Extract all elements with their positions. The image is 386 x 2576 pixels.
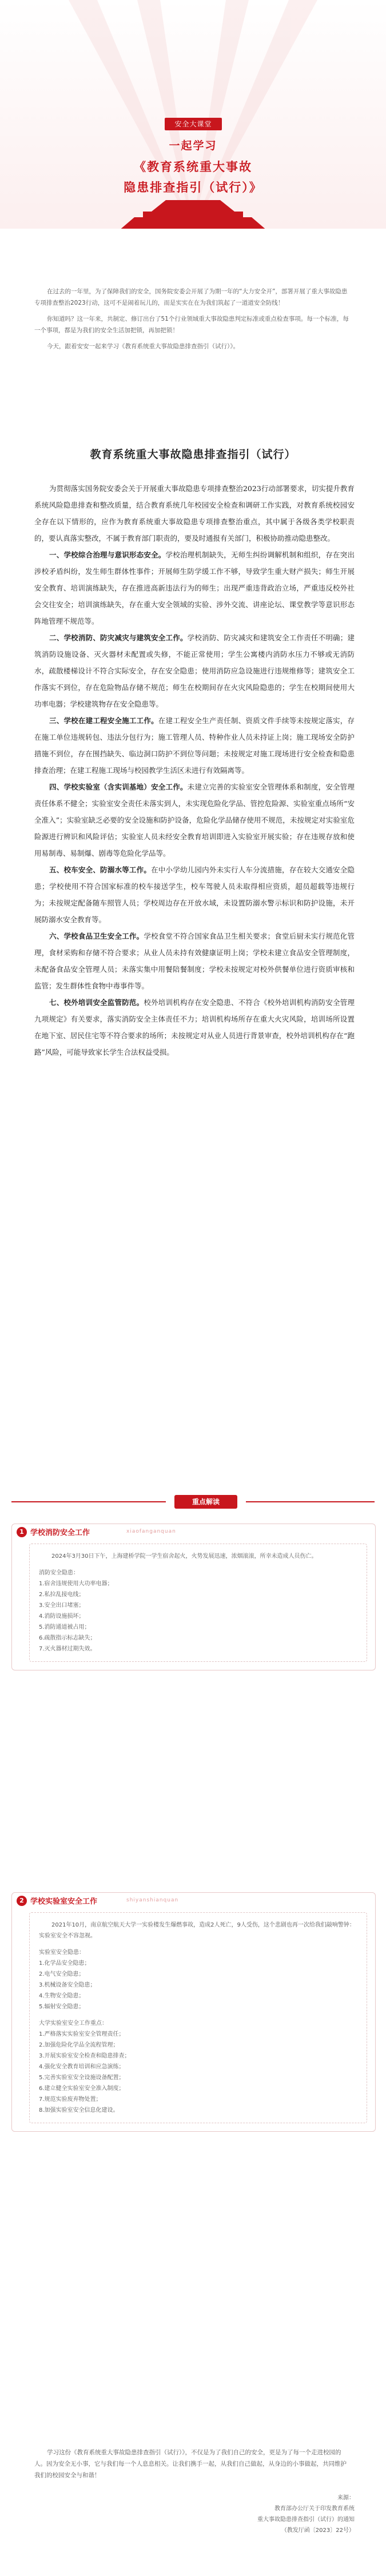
card-text: 6.疏散指示标志缺失； bbox=[39, 1635, 96, 1641]
section-heading: 四、学校实验室（含实训基地）安全工作。 bbox=[49, 783, 188, 791]
outro-section bbox=[34, 2447, 352, 2481]
card-text: 4.生物安全隐患； bbox=[39, 1993, 85, 1999]
card-text: 7.规范实验废弃物处置； bbox=[39, 2096, 102, 2103]
card-text: 8.加强实验室安全信息化建设。 bbox=[39, 2107, 119, 2114]
divider-line bbox=[246, 1501, 375, 1502]
card-number-badge: 2 bbox=[17, 1896, 27, 1906]
intro-paragraph: 你知道吗？这一年来，共制定、修订出台了51个行业领域重大事故隐患判定标准或重点检查事项。每一个标准，每一个事项，都是为我们的安全生活加把锁，再加把锁！ bbox=[34, 316, 349, 334]
card-text: 实验室安全隐患： bbox=[39, 1949, 85, 1956]
card-body bbox=[29, 1544, 367, 1662]
card-fire-safety bbox=[11, 1524, 376, 1670]
section-heading: 五、校车安全、防溺水等工作。 bbox=[49, 866, 152, 874]
source-line: 重大事故隐患排查指引（试行）的通知 bbox=[257, 2517, 355, 2523]
card-title: 学校实验室安全工作 bbox=[30, 1897, 98, 1906]
section-text: 学校食堂不符合国家食品卫生相关要求；食堂后厨未实行规范化管理，食材采购和存储不符合要求；从业人员未持有效健康证明上岗；学校未建立食品安全管理制度，未配备食品安全管理人员；未落实集中用餐陪餐制度；学校未按规定对校外供餐单位进行资质审核和监管；发生群体性食物中毒事件等。 bbox=[34, 932, 355, 990]
outro-paragraph: 学习这份《教育系统重大事故隐患排查指引（试行）》，不仅是为了我们自己的安全，更是为了每一个走进校园的人。因为安全无小事，它与我们每一个人息息相关。让我们携手一起，从我们自己做起，从身边的小事做起，共同维护我们的校园安全与和谐！ bbox=[34, 2449, 347, 2479]
section-text: 在建工程安全生产责任制、资质文件手续等未按规定落实，存在施工单位违规转包、违法分包行为；施工管理人员、特种作业人员未持证上岗；施工现场安全防护措施不到位，存在围挡缺失、临边洞口防护不到位等问题；未按规定对施工现场进行安全检查和隐患排查治理；在建工程施工现场与校园教学生活区未进行有效隔离等。 bbox=[34, 716, 355, 775]
document-section bbox=[34, 994, 355, 1060]
card-body bbox=[29, 1912, 367, 2123]
card-text: 2021年10月，南京航空航天大学一实验楼发生爆燃事故，造成2人死亡，9人受伤，这个悲剧也再一次给我们敲响警钟：实验室安全不容忽视。 bbox=[39, 1922, 355, 1939]
card-lab-safety bbox=[11, 1892, 376, 2132]
card-text: 1.严格落实实验室安全管理责任； bbox=[39, 2031, 125, 2037]
document-section bbox=[34, 928, 355, 994]
card-text: 5.完善实验室安全设施设备配置； bbox=[39, 2075, 125, 2081]
hero-badge: 安全大课堂 bbox=[165, 118, 222, 130]
card-header bbox=[12, 1524, 375, 1541]
document-section bbox=[34, 779, 355, 862]
card-text: 4.消防设施损坏； bbox=[39, 1613, 85, 1620]
card-text: 3.开展实验室安全检查和隐患排查； bbox=[39, 2053, 130, 2059]
section-text: 学校治理机制缺失，无师生纠纷调解机制和组织，存在突出涉校矛盾纠纷，发生师生群体性事件；开展师生防学缓工作不够，导致学生重大财产损失；师生开展安全教育、培训演练缺失，存在推进高新违法行为的师生；出现严重违背政治立场，严重违反校外社会交往安全；培训演练缺失，存在重大安全领域的实验、涉外交流、讲座论坛、课堂教学等意识形态阵地管理不规范等。 bbox=[34, 551, 355, 625]
intro-paragraph: 今天，跟着安安一起来学习《教育系统重大事故隐患排查指引（试行）》。 bbox=[47, 343, 239, 350]
card-text: 2024年3月30日下午，上海建桥学院一学生宿舍起火，火势发展迅速，浓烟滚滚，所幸未造成人员伤亡。 bbox=[51, 1553, 317, 1560]
card-header bbox=[12, 1893, 375, 1910]
card-text: 3.机械设备安全隐患； bbox=[39, 1982, 96, 1988]
intro-paragraph: 在过去的一年里，为了保障我们的安全，国务院安委会开展了为期一年的“大力安全开”，部署开展了重大事故隐患专项排查整治2023行动，这可不是闹着玩儿的，而是实实在在为我们筑起了一道道安全防线！ bbox=[34, 288, 348, 306]
document-preface: 为贯彻落实国务院安委会关于开展重大事故隐患专项排查整治2023行动部署要求，切实提升教育系统风险隐患排查和整改质量，结合教育系统几年校园安全检查和调研工作实践，对教育系统校园安全存在以下情形的，应作为教育系统重大事故隐患专项排查整治重点，其中属于各级各类学校职责的，要认真落实整改，不属于教育部门职责的，要及时通报有关部门，积极协助推动隐患整改。 bbox=[34, 484, 355, 543]
hero-title-line2: 《教育系统重大事故 bbox=[134, 160, 252, 174]
document-body bbox=[34, 480, 355, 1060]
card-title: 学校消防安全工作 bbox=[30, 1529, 90, 1537]
card-text: 5.辐射安全隐患； bbox=[39, 2004, 85, 2010]
document-section bbox=[34, 862, 355, 928]
section-heading: 二、学校消防、防灾减灾与建筑安全工作。 bbox=[49, 633, 188, 642]
card-text: 4.强化安全教育培训和应急演练； bbox=[39, 2064, 125, 2070]
source-label: 来源： bbox=[337, 2495, 355, 2501]
card-subtitle: xiaofanganquan bbox=[126, 1529, 176, 1534]
card-text: 2.私拉乱接电线； bbox=[39, 1592, 85, 1598]
card-text: 2.加强危险化学品全流程管理； bbox=[39, 2042, 119, 2048]
section-text: 校外培训机构存在安全隐患、不符合《校外培训机构消防安全管理九项规定》有关要求，落实消防安全主体责任不力；培训机构场所存在重大火灾风险，培训场所设置在地下室、居民住宅等不符合要求的场所；未按规定对从业人员进行背景审查，校外培训机构存在“跑路”风险，可能导致家长学生合法权益受损。 bbox=[34, 998, 355, 1056]
document-section bbox=[34, 629, 355, 712]
section-text: 学校消防、防灾减灾和建筑安全工作责任不明确；建筑消防设施设备、灭火器材未配置或失修，不能正常使用；学生公寓楼内消防水压力不够或无消防水，疏散楼梯设计不符合实际安全，存在安全隐患；使用消防应急设施进行违规维修等；建筑安全工作落实不到位，存在危险物品存储不规范；师生在校期间存在火灾风险隐患的；学生在校期间使用大功率电器；学校建筑物存在安全隐患等。 bbox=[34, 633, 355, 708]
hero-title-line1: 一起学习 bbox=[169, 139, 217, 152]
card-text: 消防安全隐患： bbox=[39, 1570, 79, 1576]
card-text: 6.建立健全实验室安全准入制度； bbox=[39, 2085, 125, 2092]
section-text: 在中小学幼儿园内外未实行人车分流措施，存在较大交通安全隐患；学校使用不符合国家标准的校车接送学生，校车驾驶人员未取得相应资质，超员超载等违规行为；未按规定配备随车照管人员；学校周边存在开放水域，未设置防溺水警示标识和防护设施，未开展防溺水安全教育等。 bbox=[34, 866, 355, 924]
card-text: 1.化学品安全隐患； bbox=[39, 1960, 90, 1967]
section-text: 未建立完善的实验室安全管理体系和制度，安全管理责任体系不健全；实验室安全责任未落实到人，未实现危险化学品、管控危险源、实验室重点场所“安全准入”；实验室缺乏必要的安全设施和防护设备，危险化学品储存使用不规范，未按规定对实验室危险源进行辨识和风险评估；实验室人员未经安全教育培训即进入实验室开展实验；存在违规存放和使用易制毒、易制爆、剧毒等危险化学品等。 bbox=[34, 783, 355, 858]
divider-line bbox=[11, 1501, 166, 1502]
section-heading: 三、学校在建工程安全施工工作。 bbox=[49, 716, 158, 725]
source-line: 教育部办公厅关于印发教育系统 bbox=[274, 2506, 355, 2512]
document-section bbox=[34, 712, 355, 779]
card-text: 2.电气安全隐患； bbox=[39, 1971, 85, 1977]
section-heading: 一、学校综合治理与意识形态安全。 bbox=[49, 551, 166, 559]
card-subtitle: shiyanshianquan bbox=[126, 1897, 179, 1903]
document-section bbox=[34, 547, 355, 629]
focus-banner bbox=[11, 1495, 375, 1509]
card-text: 7.灭火器材过期失效。 bbox=[39, 1646, 96, 1652]
card-text: 5.消防通道被占用； bbox=[39, 1624, 90, 1630]
source-line: （教发厅函〔2023〕22号） bbox=[281, 2527, 355, 2534]
hero-banner bbox=[0, 0, 386, 229]
card-number-badge: 1 bbox=[17, 1527, 27, 1537]
section-heading: 六、学校食品卫生安全工作。 bbox=[49, 932, 144, 940]
card-text: 1.宿舍违规使用大功率电器； bbox=[39, 1581, 113, 1587]
card-text: 大学实验室安全工作重点： bbox=[39, 2020, 108, 2027]
hero-title-line3: 隐患排查指引（试行）》 bbox=[124, 181, 262, 194]
document-title: 教育系统重大事故隐患排查指引（试行） bbox=[90, 448, 296, 461]
source-block bbox=[183, 2493, 355, 2536]
focus-label: 重点解读 bbox=[174, 1495, 237, 1509]
card-text: 3.安全出口堵塞； bbox=[39, 1602, 85, 1609]
section-heading: 七、校外培训安全监管防范。 bbox=[49, 998, 144, 1007]
intro-section bbox=[34, 286, 352, 357]
